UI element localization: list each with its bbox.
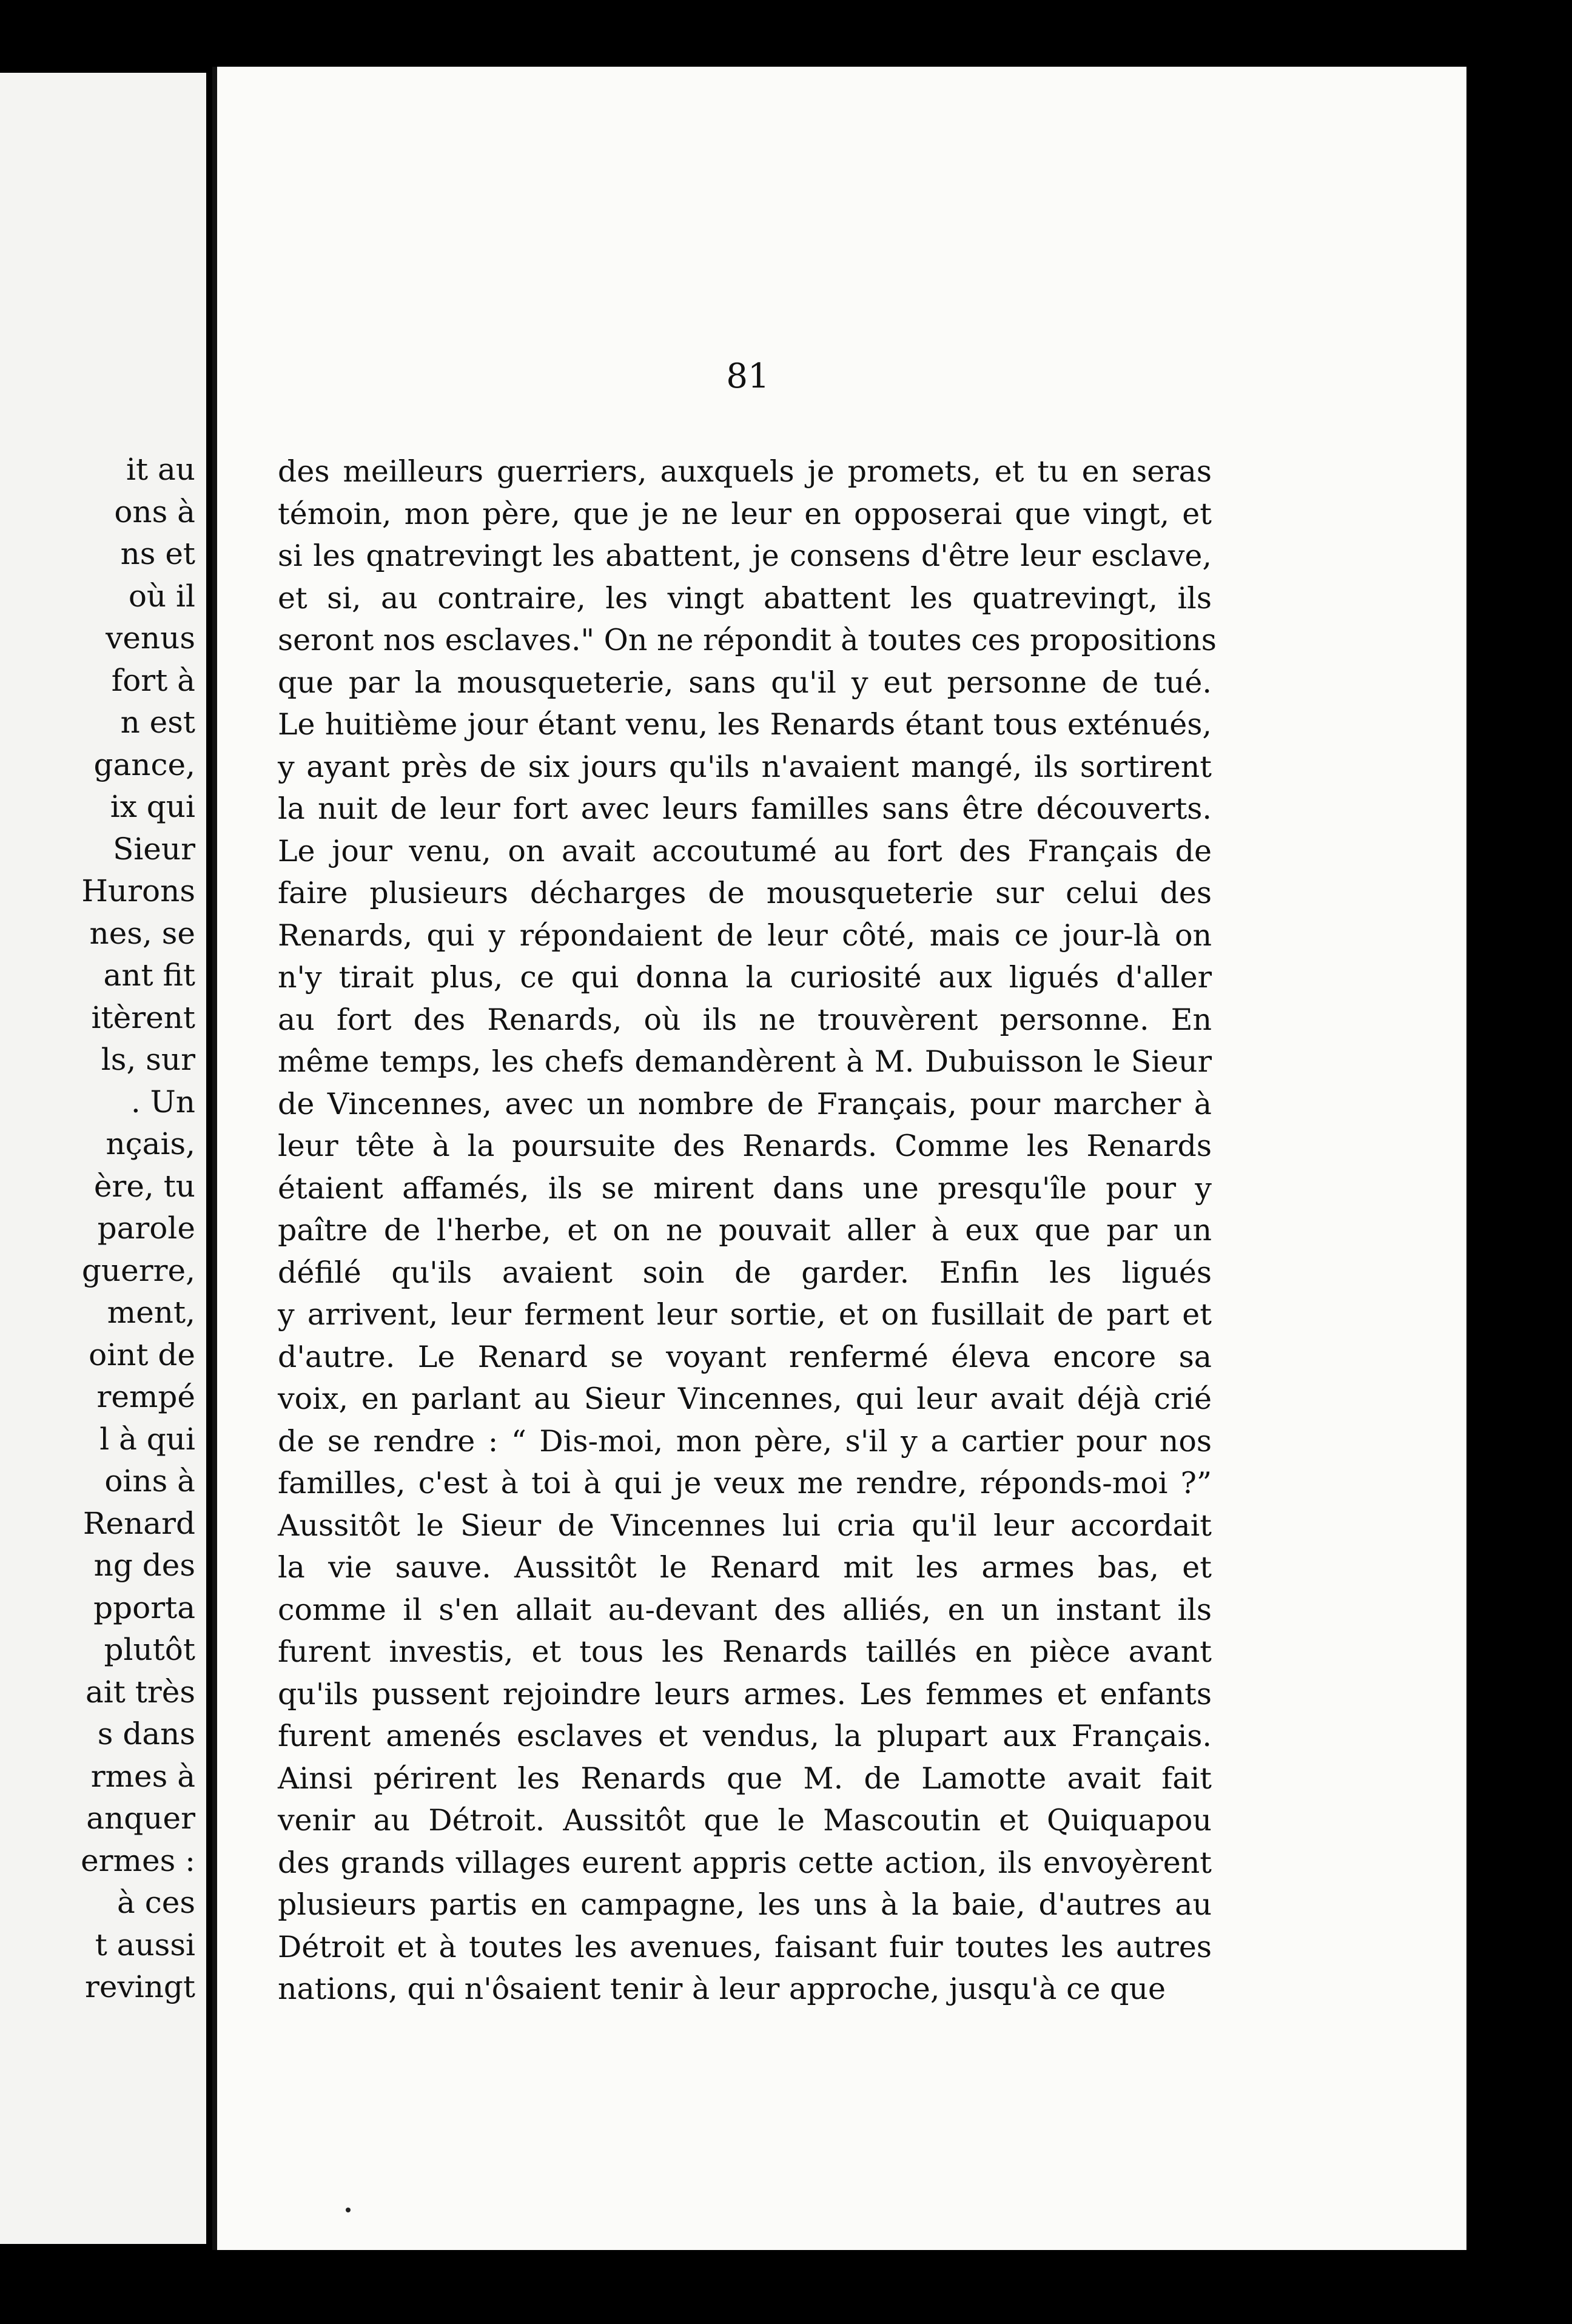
left-page-line: s dans [97, 1716, 195, 1751]
left-page-line: où il [128, 578, 195, 614]
left-page-line: ère, tu [93, 1168, 195, 1204]
text-line: de Vincennes, avec un nombre de Français, pour marcher à [278, 1086, 1212, 1121]
left-page-line: n est [120, 705, 195, 740]
left-page-line: t aussi [95, 1927, 195, 1963]
left-page-line: nçais, [106, 1126, 195, 1161]
text-line: Le jour venu, on avait accoutumé au fort des Français de [278, 833, 1212, 868]
speck [346, 2208, 351, 2212]
text-line: paître de l'herbe, et on ne pouvait aller à eux que par un [278, 1213, 1212, 1248]
left-page-line: ns et [120, 536, 195, 571]
left-page-line: ment, [107, 1295, 195, 1330]
text-line: étaient affamés, ils se mirent dans une presqu'île pour y [278, 1170, 1212, 1206]
text-line: Ainsi périrent les Renards que M. de Lamotte avait fait [278, 1761, 1212, 1796]
text-line: plusieurs partis en campagne, les uns à la baie, d'autres au [278, 1887, 1212, 1922]
left-page-line: gance, [93, 747, 195, 782]
left-page-line: ait très [85, 1674, 195, 1710]
text-line: témoin, mon père, que je ne leur en opposerai que vingt, et [278, 496, 1212, 531]
text-line: voix, en parlant au Sieur Vincennes, qui leur avait déjà crié [278, 1382, 1212, 1416]
text-line: nations, qui n'ôsaient tenir à leur approche, jusqu'à ce que [278, 1972, 1166, 2006]
left-page [0, 73, 206, 2244]
body-text [278, 451, 1217, 2010]
left-page-line: l à qui [99, 1421, 195, 1457]
left-page-line: rmes à [90, 1758, 195, 1794]
left-page-line: it au [126, 452, 195, 487]
text-line: furent amenés esclaves et vendus, la plupart aux Français. [278, 1719, 1212, 1753]
text-line: Renards, qui y répondaient de leur côté, mais ce jour-là on [278, 918, 1212, 953]
left-page-line: fort à [111, 662, 195, 698]
left-page-line: plutôt [104, 1632, 195, 1667]
left-page-line: ons à [114, 494, 195, 529]
left-page-line: Sieur [113, 831, 195, 867]
left-page-line: anquer [86, 1801, 195, 1836]
text-line: faire plusieurs décharges de mousqueterie sur celui des [278, 876, 1212, 910]
left-page-line: Renard [82, 1505, 195, 1541]
text-line: furent investis, et tous les Renards taillés en pièce avant [278, 1634, 1212, 1669]
page-number: 81 [726, 357, 770, 396]
left-page-line: ng des [93, 1548, 195, 1583]
left-page-line: oint de [89, 1337, 195, 1372]
left-page-line: itèrent [91, 999, 195, 1035]
text-line: même temps, les chefs demandèrent à M. Dubuisson le Sieur [278, 1044, 1212, 1079]
left-page-line: rempé [96, 1379, 195, 1414]
text-line: au fort des Renards, où ils ne trouvèrent personne. En [278, 1002, 1212, 1037]
text-line: comme il s'en allait au-devant des alliés, en un instant ils [278, 1592, 1212, 1627]
text-line: y arrivent, leur ferment leur sortie, et on fusillait de part et [278, 1297, 1212, 1332]
text-line: qu'ils pussent rejoindre leurs armes. Les femmes et enfants [278, 1676, 1212, 1711]
left-page-line: ermes : [81, 1842, 195, 1878]
left-page-line: parole [97, 1211, 195, 1246]
text-line: de se rendre : “ Dis-moi, mon père, s'il y a cartier pour nos [278, 1423, 1212, 1459]
text-line: défilé qu'ils avaient soin de garder. Enfin les ligués [278, 1255, 1212, 1290]
text-line: la nuit de leur fort avec leurs familles sans être découverts. [278, 791, 1212, 826]
left-page-line: venus [106, 620, 195, 656]
left-page-line: revingt [84, 1969, 195, 2004]
left-page-line: ix qui [110, 789, 195, 824]
text-line: si les qnatrevingt les abattent, je consens d'être leur esclave, [278, 539, 1212, 573]
text-line: d'autre. Le Renard se voyant renfermé éleva encore sa [278, 1339, 1212, 1374]
text-line: venir au Détroit. Aussitôt que le Mascoutin et Quiquapou [278, 1803, 1212, 1838]
left-page-line: à ces [117, 1885, 195, 1920]
text-line: des grands villages eurent appris cette action, ils envoyèrent [278, 1845, 1212, 1880]
text-line: Détroit et à toutes les avenues, faisant fuir toutes les autres [278, 1929, 1212, 1964]
left-page-line: oins à [104, 1463, 195, 1499]
text-line: et si, au contraire, les vingt abattent les quatrevingt, ils [278, 580, 1212, 616]
left-page-line: ls, sur [101, 1042, 195, 1077]
main-page [212, 67, 1466, 2250]
left-page-text [1, 449, 195, 2009]
left-page-line: nes, se [89, 915, 195, 951]
left-page-line: . Un [130, 1084, 195, 1120]
text-line: des meilleurs guerriers, auxquels je promets, et tu en seras [278, 454, 1212, 489]
text-line: Aussitôt le Sieur de Vincennes lui cria qu'il leur accordait [278, 1508, 1212, 1543]
left-page-line: Hurons [81, 873, 195, 908]
text-line: Le huitième jour étant venu, les Renards étant tous exténués, [278, 707, 1212, 742]
text-line: la vie sauve. Aussitôt le Renard mit les armes bas, et [278, 1550, 1212, 1585]
left-page-line: ant fit [103, 958, 195, 993]
text-line: familles, c'est à toi à qui je veux me rendre, réponds-moi ?” [278, 1466, 1212, 1500]
left-page-line: pporta [93, 1590, 195, 1625]
left-page-line: guerre, [81, 1252, 195, 1288]
text-line: seront nos esclaves." On ne répondit à toutes ces propositions [278, 623, 1217, 657]
text-line: que par la mousqueterie, sans qu'il y eut personne de tué. [278, 665, 1212, 700]
text-line: y ayant près de six jours qu'ils n'avaient mangé, ils sortirent [278, 749, 1212, 784]
text-line: n'y tirait plus, ce qui donna la curiosité aux ligués d'aller [278, 960, 1212, 995]
text-line: leur tête à la poursuite des Renards. Comme les Renards [278, 1129, 1212, 1163]
